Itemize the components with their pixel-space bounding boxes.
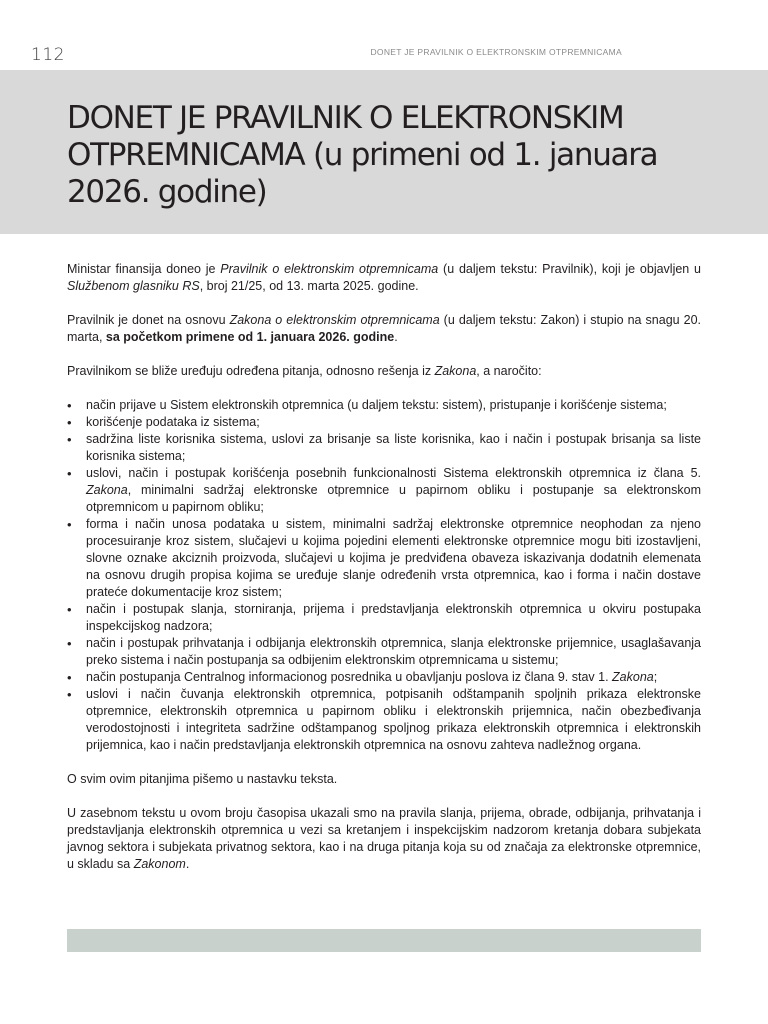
text-run-bold: sa početkom primene od 1. januara 2026. godine [105, 330, 395, 344]
text-run-italic: Zakona [434, 364, 477, 378]
footer-band [67, 929, 701, 952]
text-run: , a naročito: [476, 364, 542, 378]
text-run-italic: Zakona o elektronskim otpremnicama [229, 313, 440, 327]
running-header: DONET JE PRAVILNIK O ELEKTRONSKIM OTPREMNICAMA [370, 47, 622, 57]
bullet-icon: • [67, 602, 72, 617]
list-item-text: uslovi i način čuvanja elektronskih otpremnica, potpisanih odštampanih spoljnih prikaza elektronske otpremnice, elektronskih otpremnica u papirnom obliku i elektronskih prijemnica, način obezbeđivanja verodostojnosti i integriteta sadržine odštampanog spoljnog prikaza elektronskih otpremnica i elektronskih prijemnica, kao i način predstavljanja elektronskih otpremnica na osnovu zahteva nadležnog organa. [86, 687, 701, 752]
list-item-text: sadržina liste korisnika sistema, uslovi za brisanje sa liste korisnika, kao i način i postupak brisanja sa liste korisnika sistema; [86, 432, 701, 463]
list-item-text: uslovi, način i postupak korišćenja posebnih funkcionalnosti Sistema elektronskih otpremnica iz člana 5. [86, 466, 701, 480]
bullet-icon: • [67, 636, 72, 651]
list-item [67, 414, 701, 431]
list-item [67, 601, 701, 635]
bullet-icon: • [67, 670, 72, 685]
text-run-italic: Zakonom [133, 857, 186, 871]
text-run: , broj 21/25, od 13. marta 2025. godine. [199, 279, 419, 293]
list-item-text: forma i način unosa podataka u sistem, minimalni sadržaj elektronske otpremnice neophodan za njeno procesuiranje kroz sistem, slučajevi u kojima pojedini elementi elektronske otpremnice mogu biti izostavljeni, slovne oznake akciznih proizvoda, slučajevi u kojima je predviđena obaveza iskazivanja dodatnih elemenata na osnovu drugih propisa kojima se uređuje slanje određenih vrsta otpremnica, kao i forma i način dostave prateće dokumentacije kroz sistem; [86, 517, 701, 599]
bullet-icon: • [67, 687, 72, 702]
page-number: 112 [31, 45, 65, 65]
text-run: Pravilnik je donet na osnovu [67, 313, 230, 327]
list-item-text: , minimalni sadržaj elektronske otpremnice u papirnom obliku i postupanje sa elektronskom otpremnicom u papirnom obliku; [86, 483, 701, 514]
bullet-icon: • [67, 415, 72, 430]
list-item-text: način prijave u Sistem elektronskih otpremnica (u daljem tekstu: sistem), pristupanje i korišćenje sistema; [86, 398, 667, 412]
list-item [67, 516, 701, 601]
list-item [67, 431, 701, 465]
text-run: . [185, 857, 190, 871]
list-item [67, 635, 701, 669]
list-item-text: ; [653, 670, 658, 684]
text-run: (u daljem tekstu: Zakon) i stupio na snagu 20. marta, [67, 313, 701, 344]
text-run: U zasebnom tekstu u ovom broju časopisa ukazali smo na pravila slanja, prijema, obrade, odbijanja, prihvatanja i predstavljanja elektronskih otpremnica u vezi sa kretanjem i inspekcijskim nadzorom kretanja dobara subjekata javnog sektora i subjekata privatnog sektora, kao i na druga pitanja koja su od značaja za elektronske otpremnice, u skladu sa [67, 806, 701, 871]
bullet-icon: • [67, 466, 72, 481]
topics-list [67, 397, 701, 754]
bullet-icon: • [67, 398, 72, 413]
paragraph-summary: O svim ovim pitanjima pišemo u nastavku teksta. [67, 772, 338, 786]
paragraph-list-intro [67, 363, 701, 380]
list-item-text: način postupanja Centralnog informacionog posrednika u obavljanju poslova iz člana 9. stav 1. [86, 670, 613, 684]
bullet-icon: • [67, 517, 72, 532]
list-item [67, 397, 701, 414]
paragraph-basis [67, 312, 701, 346]
article-title: DONET JE PRAVILNIK O ELEKTRONSKIM OTPREMNICAMA (u primeni od 1. januara 2026. godine) [67, 100, 658, 210]
list-item-text: način i postupak prihvatanja i odbijanja elektronskih otpremnica, slanja elektronske prijemnice, usaglašavanja preko sistema i način postupanja sa odbijenim elektronskim otpremnicama u sistemu; [86, 636, 701, 667]
list-item [67, 669, 701, 686]
bullet-icon: • [67, 432, 72, 447]
paragraph-intro [67, 261, 701, 295]
text-run-italic: Službenom glasniku RS [67, 279, 200, 293]
text-run-italic: Zakona [612, 670, 654, 684]
list-item [67, 686, 701, 754]
paragraph-reference [67, 805, 701, 873]
list-item-text: način i postupak slanja, storniranja, prijema i predstavljanja elektronskih otpremnica u okviru postupaka inspekcijskog nadzora; [86, 602, 701, 633]
text-run: (u daljem tekstu: Pravilnik), koji je objavljen u [438, 262, 702, 276]
list-item-text: korišćenje podataka iz sistema; [86, 415, 260, 429]
list-item [67, 465, 701, 516]
text-run-italic: Pravilnik o elektronskim otpremnicama [220, 262, 439, 276]
article-body [67, 261, 701, 890]
text-run: Pravilnikom se bliže uređuju određena pitanja, odnosno rešenja iz [67, 364, 435, 378]
text-run-italic: Zakona [86, 483, 128, 497]
text-run: Ministar finansija doneo je [67, 262, 221, 276]
text-run: . [394, 330, 398, 344]
